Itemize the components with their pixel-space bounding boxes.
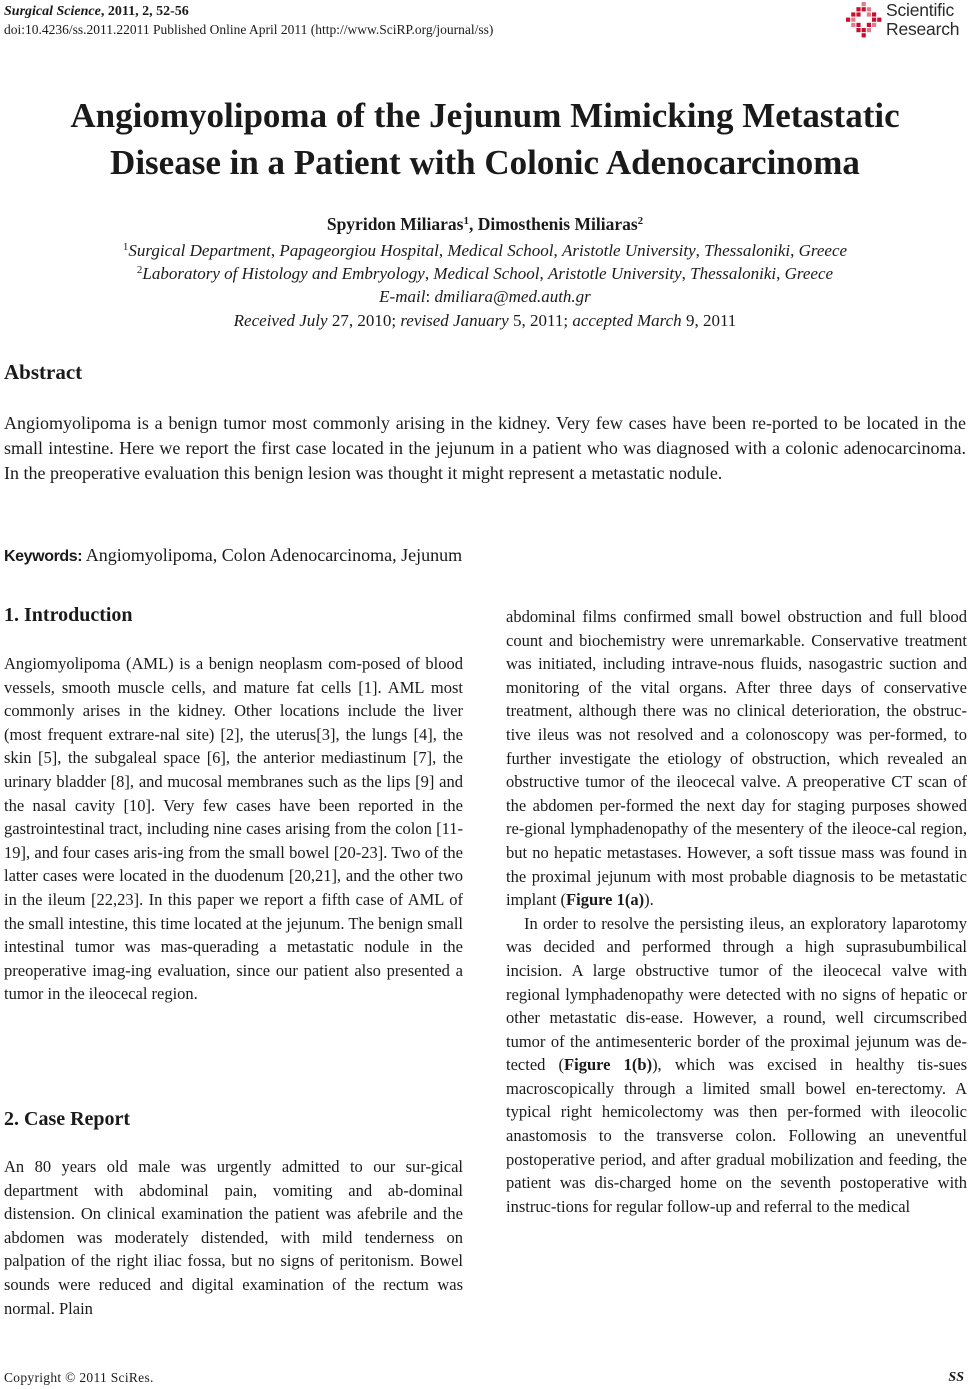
paper-title [0, 92, 970, 186]
email-address: dmiliara@med.auth.gr [434, 287, 591, 306]
logo-square [867, 23, 871, 27]
accepted-label: accepted March [572, 311, 682, 330]
logo-square [877, 18, 881, 22]
logo-square [851, 23, 855, 27]
received-date: 27, 2010; [327, 311, 401, 330]
running-header [4, 3, 493, 39]
case-report-heading: 2. Case Report [4, 1108, 131, 1130]
logo-line-2: Research [886, 19, 960, 39]
logo-square [856, 23, 860, 27]
revised-label: revised January [400, 311, 509, 330]
intro-heading: 1. Introduction [4, 604, 133, 626]
case-report-continued-paragraph [506, 605, 967, 912]
copyright-footer: Copyright © 2011 SciRes. [4, 1370, 154, 1385]
received-line [0, 310, 970, 332]
logo-square [862, 7, 866, 11]
aff1-dept: Surgical Department [128, 241, 271, 260]
revised-date: 5, 2011; [508, 311, 573, 330]
laparotomy-paragraph [506, 912, 967, 1219]
journal-abbrev-footer: SS [948, 1370, 964, 1385]
scirp-logo-icon [844, 0, 884, 40]
email-label: E-mail [379, 287, 426, 306]
logo-square [846, 18, 850, 22]
aff1-university: Aristotle University [562, 241, 696, 260]
aff2-city: Thessaloniki [690, 264, 777, 283]
logo-square [851, 18, 855, 22]
intro-paragraph: Angiomyolipoma (AML) is a benign neoplasm com-posed of blood vessels, smooth muscle cells, and mature fat cells [1]. AML most commonly arises in the kidney. Other locations include the liver (most frequent extrare-nal site) [2], the uterus[3], the lungs [4], the skin [5], the subgaleal space [6], the anterior mediastinum [7], the urinary bladder [8], and mucosal membranes such as the lips [9] and the nasal cavity [10]. Very few cases have been reported in the gastrointestinal tract, including nine cases arising from the colon [11-19], and four cases aris-ing from the small bowel [20-23]. Two of the latter cases were located in the duodenum [20,21], and the other two in the ileum [22,23]. In this paper we report a fifth case of AML of the small intestine, this time located at the jejunum. The benign small intestinal tumor was mas-querading a metastatic nodule in the preoperative imag-ing evaluation, since our patient also presented a tumor in the ileocecal region. [4, 654, 463, 1004]
accepted-date: 9, 2011 [681, 311, 737, 330]
right-para2-text-b: ), which was excised in healthy tis-sues macroscopically through a limited small bowel en-terectomy. A typical right hemicolectomy was then per-formed with ileocolic anastomosis to the transverse colon. Following an uneventful postoperative period, and after gradual mobilization and feeding, the patient was dis-charged home on the seventh postoperative with instruc-tions for regular follow-up and referral to the medical [506, 1055, 967, 1216]
keywords-text: Angiomyolipoma, Colon Adenocarcinoma, Jejunum [82, 545, 463, 565]
logo-square [856, 28, 860, 32]
author-2: Dimosthenis Miliaras [477, 214, 638, 234]
journal-issue: , 2011, 2, 52-56 [100, 4, 189, 19]
logo-square [867, 7, 871, 11]
journal-citation [4, 3, 493, 21]
keywords-label: Keywords: [4, 548, 83, 565]
logo-square [851, 12, 855, 16]
logo-square [862, 28, 866, 32]
email-line: E-mail: dmiliara@med.auth.gr [379, 287, 591, 306]
right-para2-text-a: In order to resolve the persisting ileus, an exploratory laparotomy was decided and performed through a high suprasubumbilical incision. A large obstructive tumor of the ileocecal valve with regional lymphadenopathy were detected with no signs of hepatic or other metastatic dis-ease. However, a round, well circumscribed tumor of the antimesenteric border of the proximal jejunum was de-tected ( [506, 913, 967, 1075]
received-label: Received July [233, 311, 328, 330]
publisher-logo [844, 0, 966, 44]
right-para1-end: ). [644, 890, 654, 910]
journal-name: Surgical Science [4, 4, 101, 19]
aff1-city: Thessaloniki [704, 241, 791, 260]
figure-1a-ref[interactable]: Figure 1(a) [566, 890, 645, 910]
logo-square [867, 28, 871, 32]
keywords-line [4, 543, 462, 569]
abstract-heading: Abstract [4, 360, 83, 384]
logo-square [872, 12, 876, 16]
figure-1b-ref[interactable]: Figure 1(b) [564, 1055, 653, 1075]
logo-square [856, 7, 860, 11]
aff2-university: Aristotle University [548, 264, 682, 283]
aff1-hospital: Papageorgiou Hospital [279, 241, 439, 260]
author-1-affil: 1 [463, 215, 469, 227]
title-line-1: Angiomyolipoma of the Jejunum Mimicking Metastatic [70, 96, 900, 135]
logo-square [856, 12, 860, 16]
aff1-school: Medical School [447, 241, 554, 260]
aff1-country: Greece [798, 241, 848, 260]
aff2-marker: 2 [136, 264, 143, 276]
logo-square [862, 33, 866, 37]
author-separator: , [468, 214, 478, 234]
aff2-country: Greece [784, 264, 834, 283]
author-2-affil: 2 [637, 215, 644, 227]
aff1-marker: 1 [122, 241, 129, 253]
right-para1-text: abdominal films confirmed small bowel obstruction and full blood count and biochemistry were unremarkable. Conservative treatment was initiated, including intrave-nous fluids, nasogastric suction and monitoring of the vital organs. After three days of conservative treatment, although there was no clinical deterioration, the obstruc-tive ileus was not resolved and a colonoscopy was per-formed, to further investigate the etiology of obstruction, which revealed an obstructive tumor of the ileocecal valve. A preoperative CT scan of the abdomen per-formed the next day for staging purposes showed re-gional lymphadenopathy of the mesentery of the ileoce-cal region, but no hepatic metastases. However, a soft tissue mass was found in the proximal jejunum with most probable diagnosis to be metastatic implant ( [506, 607, 967, 910]
logo-square [862, 2, 866, 6]
doi-line: doi:10.4236/ss.2011.22011 Published Online April 2011 (http://www.SciRP.org/journal/ss) [4, 22, 494, 37]
aff2-dept: Laboratory of Histology and Embryology [142, 264, 425, 283]
logo-text [886, 1, 959, 39]
affiliation-2: $^2$Laboratory of Histology and Embryology, Medical School, Aristotle University, Thessaloniki, Greece [136, 264, 834, 283]
aff2-school: Medical School [433, 264, 540, 283]
affiliation-1: $^1$Surgical Department, Papageorgiou Hospital, Medical School, Aristotle University, Thessaloniki, Greece [122, 241, 848, 260]
author-1: Spyridon Miliaras [326, 214, 464, 234]
logo-square [867, 12, 871, 16]
author-list [0, 213, 970, 235]
logo-square [872, 23, 876, 27]
logo-line-1: Scientific [886, 0, 955, 20]
logo-square [872, 18, 876, 22]
case-report-paragraph: An 80 years old male was urgently admitted to our sur-gical department with abdominal pain, vomiting and ab-dominal distension. On clinical examination the patient was afebrile and the abdomen was moderately distended, with mild tenderness on palpation of the right iliac fossa, but no signs of peritonism. Bowel sounds were reduced and digital examination of the rectum was normal. Plain [4, 1157, 463, 1318]
title-line-2: Disease in a Patient with Colonic Adenocarcinoma [110, 143, 860, 182]
abstract-text: Angiomyolipoma is a benign tumor most commonly arising in the kidney. Very few cases have been re-ported to be located in the small intestine. Here we report the first case located in the jejunum in a patient who was diagnosed with a colonic adenocarcinoma. In the preoperative evaluation this benign lesion was thought it might represent a metastatic nodule. [4, 413, 966, 483]
